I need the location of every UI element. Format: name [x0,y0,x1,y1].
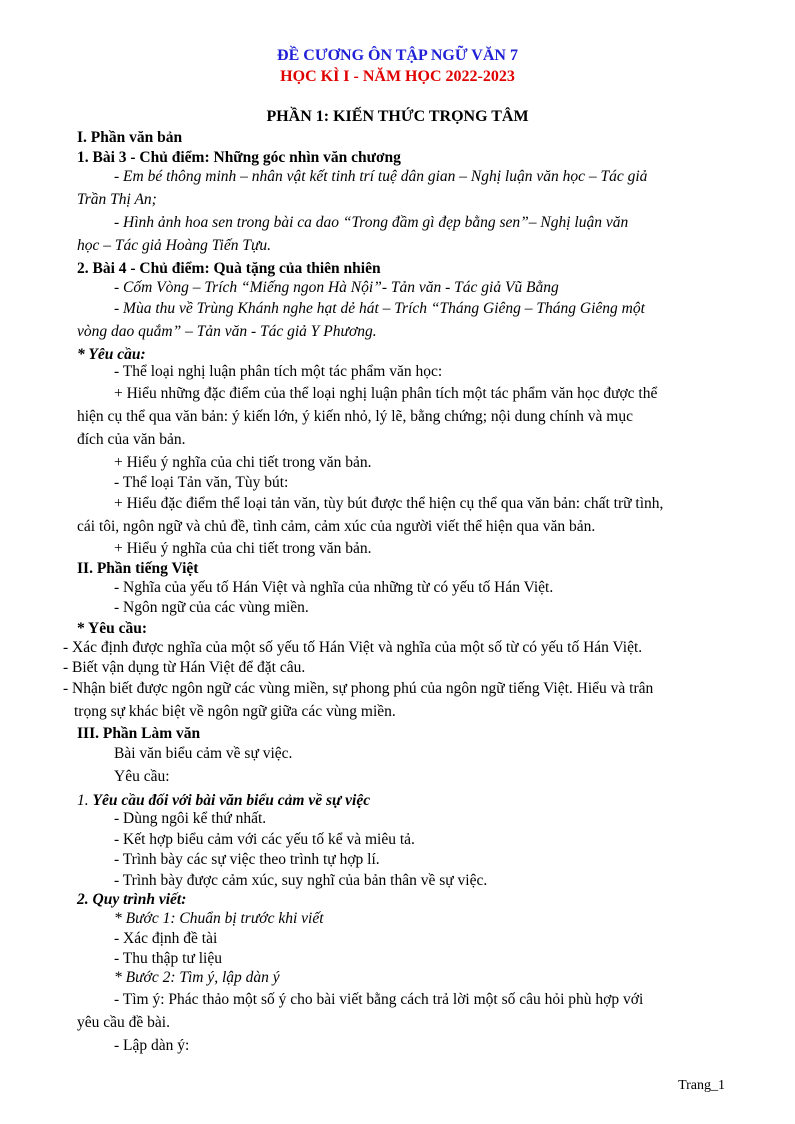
bai4-item2: - Mùa thu về Trùng Khánh nghe hạt dẻ hát – Trích “Tháng Giêng – Tháng Giêng một [114,300,645,317]
bai3-heading: 1. Bài 3 - Chủ điểm: Những góc nhìn văn chương [77,149,401,166]
bai3-item2: - Hình ảnh hoa sen trong bài ca dao “Trong đầm gì đẹp bằng sen”– Nghị luận văn [114,214,629,231]
section3-line: Bài văn biểu cảm về sự việc. [114,745,293,762]
sub1-line: - Trình bày được cảm xúc, suy nghĩ của bản thân về sự việc. [114,872,488,889]
bai4-item1: - Cốm Vòng – Trích “Miếng ngon Hà Nội”- Tản văn - Tác giả Vũ Bằng [114,279,559,296]
requirement-line: + Hiểu ý nghĩa của chi tiết trong văn bản. [114,540,372,557]
section2-requirement: - Nhận biết được ngôn ngữ các vùng miền, sự phong phú của ngôn ngữ tiếng Việt. Hiểu và trân [63,680,654,697]
requirement-line: đích của văn bản. [77,431,186,448]
section2-heading: II. Phần tiếng Việt [77,560,199,577]
sub2-line: - Xác định đề tài [114,930,218,947]
bai4-item2-cont: vòng dao quắm” – Tản văn - Tác giả Y Phương. [77,323,377,340]
page-number: Trang_1 [678,1078,725,1093]
requirement-line: - Thể loại Tản văn, Tùy bút: [114,474,289,491]
sub1-heading [77,791,370,811]
section3-line: Yêu cầu: [114,768,170,785]
requirement-line: cái tôi, ngôn ngữ và chủ đề, tình cảm, cảm xúc của người viết thể hiện qua văn bản. [77,518,596,535]
section2-line: - Ngôn ngữ của các vùng miền. [114,599,309,616]
part1-heading: PHẦN 1: KIẾN THỨC TRỌNG TÂM [266,108,529,125]
bai4-heading: 2. Bài 4 - Chủ điểm: Quà tặng của thiên nhiên [77,260,381,277]
document-subtitle: HỌC KÌ I - NĂM HỌC 2022-2023 [280,68,515,85]
sub2-line-cont: yêu cầu đề bài. [77,1014,170,1031]
requirement-line: + Hiểu đặc điểm thể loại tản văn, tùy bút được thể hiện cụ thể qua văn bản: chất trữ tình, [114,495,664,512]
sub2-step1: * Bước 1: Chuẩn bị trước khi viết [114,910,324,927]
section2-requirement: - Biết vận dụng từ Hán Việt để đặt câu. [63,659,306,676]
section2-requirements-heading: * Yêu cầu: [77,620,148,637]
section2-requirement-cont: trọng sự khác biệt về ngôn ngữ giữa các vùng miền. [74,703,396,720]
bai3-item1-cont: Trần Thị An; [77,191,157,208]
section1-heading: I. Phần văn bản [77,129,183,146]
bai3-item2-cont: học – Tác giả Hoàng Tiến Tựu. [77,237,272,254]
sub2-line: - Tìm ý: Phác thảo một số ý cho bài viết bằng cách trả lời một số câu hỏi phù hợp với [114,991,644,1008]
document-title: ĐỀ CƯƠNG ÔN TẬP NGỮ VĂN 7 [277,47,518,64]
bai3-item1: - Em bé thông minh – nhân vật kết tinh trí tuệ dân gian – Nghị luận văn học – Tác giả [114,168,648,185]
sub1-number: 1. [77,792,93,809]
requirement-line: + Hiểu ý nghĩa của chi tiết trong văn bản. [114,454,372,471]
section2-line: - Nghĩa của yếu tố Hán Việt và nghĩa của những từ có yếu tố Hán Việt. [114,579,554,596]
requirement-line: hiện cụ thể qua văn bản: ý kiến lớn, ý kiến nhỏ, lý lẽ, bằng chứng; nội dung chính và mục [77,408,633,425]
sub2-heading: 2. Quy trình viết: [77,891,187,908]
sub2-step2: * Bước 2: Tìm ý, lập dàn ý [114,969,280,986]
requirement-line: - Thể loại nghị luận phân tích một tác phẩm văn học: [114,363,443,380]
section3-heading: III. Phần Làm văn [77,725,201,742]
sub2-line: - Thu thập tư liệu [114,950,222,967]
sub1-title: Yêu cầu đối với bài văn biểu cảm về sự việc [92,792,371,809]
requirement-line: + Hiểu những đặc điểm của thể loại nghị luận phân tích một tác phẩm văn học được thể [114,385,658,402]
sub1-line: - Kết hợp biểu cảm với các yếu tố kể và miêu tả. [114,831,415,848]
sub1-line: - Trình bày các sự việc theo trình tự hợp lí. [114,851,380,868]
section2-requirement: - Xác định được nghĩa của một số yếu tố Hán Việt và nghĩa của một số từ có yếu tố Hán Việt. [63,639,643,656]
sub1-line: - Dùng ngôi kể thứ nhất. [114,810,267,827]
sub2-line: - Lập dàn ý: [114,1037,190,1054]
section1-requirements-heading: * Yêu cầu: [77,346,146,363]
